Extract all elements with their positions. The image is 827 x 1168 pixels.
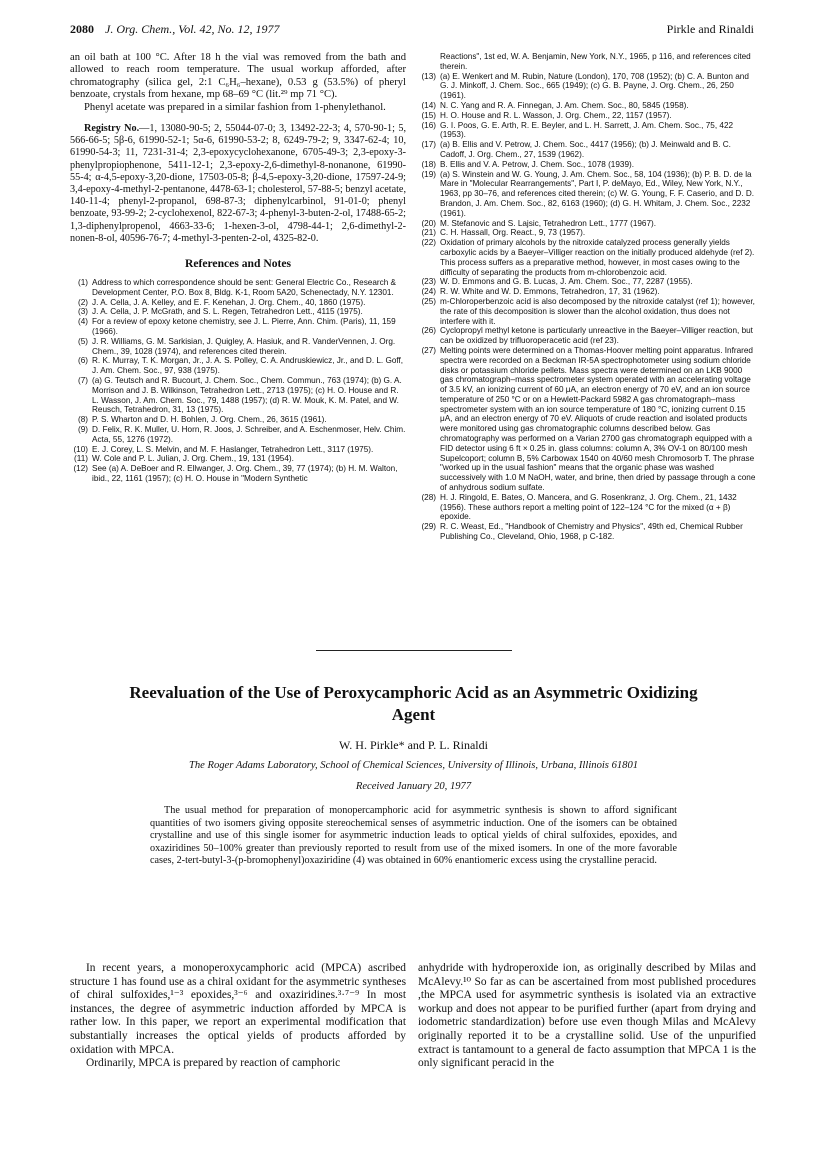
reference-number: (28) bbox=[421, 492, 436, 502]
reference-number: (1) bbox=[77, 278, 88, 288]
reference-text: G. I. Poos, G. E. Arth, R. E. Beyler, and L. H. Sarrett, J. Am. Chem. Soc., 75, 422 (1953). bbox=[440, 120, 734, 140]
reference-number bbox=[418, 52, 440, 72]
references-list-right bbox=[418, 52, 756, 542]
reference-item bbox=[418, 238, 756, 277]
registry-label: Registry No. bbox=[84, 123, 140, 135]
reference-item bbox=[70, 337, 406, 357]
reference-text: M. Stefanovic and S. Lajsic, Tetrahedron Lett., 1777 (1967). bbox=[440, 218, 657, 228]
received-date: Received January 20, 1977 bbox=[355, 781, 472, 792]
reference-item bbox=[418, 219, 756, 229]
reference-number: (8) bbox=[77, 415, 88, 425]
author-affiliation: The Roger Adams Laboratory, School of Chemical Sciences, University of Illinois, Urbana, Illinois 61801 bbox=[188, 760, 639, 771]
reference-text: Address to which correspondence should be sent: General Electric Co., Research & Development Center, P.O. Box 8, Bldg. K-1, Room 5A20, Schenectady, N.Y. 12301. bbox=[92, 278, 397, 297]
reference-text: For a review of epoxy ketone chemistry, see J. L. Pierre, Ann. Chim. (Paris), 11, 159 (1966). bbox=[92, 317, 396, 337]
reference-text: R. W. White and W. D. Emmons, Tetrahedron, 17, 31 (1962). bbox=[440, 287, 660, 297]
reference-item bbox=[418, 160, 756, 170]
reference-item bbox=[418, 493, 756, 522]
reference-text: D. Felix, R. K. Muller, U. Horn, R. Joos, J. Schreiber, and A. Eschenmoser, Helv. Chim. Acta, 55, 1276 (1972). bbox=[92, 425, 406, 444]
reference-number: (18) bbox=[421, 159, 436, 169]
journal-citation: J. Org. Chem., Vol. 42, No. 12, 1977 bbox=[105, 22, 280, 36]
reference-text: See (a) A. DeBoer and R. Ellwanger, J. Org. Chem., 39, 77 (1974); (b) H. M. Walton, ibid., 22, 1161 (1957); (c) H. O. House in "Modern Synthetic bbox=[92, 464, 398, 483]
reference-item bbox=[70, 356, 406, 376]
reference-item bbox=[418, 297, 756, 326]
reference-number: (27) bbox=[421, 345, 436, 355]
reference-number: (12) bbox=[73, 464, 88, 474]
reference-text: (a) G. Teutsch and R. Bucourt, J. Chem. Soc., Chem. Commun., 763 (1974); (b) G. A. Morrison and J. B. Wilkinson, Tetrahedron Lett., 2713 (1975); (c) H. O. House and R. L. Wasson, J. Am. Chem. Soc., 79, 1488 (1957); (d) R. W. Mouk, K. M. Patel, and W. Reusch, Tetrahedron, 31, 13 (1975). bbox=[92, 376, 402, 415]
reference-item bbox=[70, 298, 406, 308]
reference-text: C. H. Hassall, Org. React., 9, 73 (1957). bbox=[440, 228, 586, 238]
reference-item bbox=[418, 170, 756, 219]
reference-number: (2) bbox=[77, 297, 88, 307]
experimental-paragraph-2: Phenyl acetate was prepared in a similar fashion from 1-phenylethanol. bbox=[84, 101, 386, 113]
reference-number: (14) bbox=[421, 100, 436, 110]
reference-number: (9) bbox=[77, 425, 88, 435]
reference-text: P. S. Wharton and D. H. Bohlen, J. Org. Chem., 26, 3615 (1961). bbox=[92, 415, 327, 425]
reference-number: (4) bbox=[77, 317, 88, 327]
reference-number: (25) bbox=[421, 296, 436, 306]
intro-paragraph-2: Ordinarily, MPCA is prepared by reaction of camphoric bbox=[86, 1057, 341, 1070]
left-column-upper bbox=[70, 52, 406, 632]
reference-item bbox=[418, 121, 756, 141]
intro-paragraph-1: In recent years, a monoperoxycamphoric acid (MPCA) ascribed structure 1 has found use as a chiral oxidant for the asymmetric syntheses of chiral sulfoxides,¹⁻³ epoxides,³⁻⁶ and oxaziridines.³·⁷⁻⁹ In most instances, the degree of asymmetric induction afforded by MPCA is rather low. In this paper, we report an experimental modification that substantially increases the optical yields of products afforded by oxidation with MPCA. bbox=[70, 962, 406, 1056]
reference-text: H. O. House and R. L. Wasson, J. Org. Chem., 22, 1157 (1957). bbox=[440, 110, 672, 120]
reference-text: Cyclopropyl methyl ketone is particularly unreactive in the Baeyer–Villiger reaction, but can be oxidized by trifluoroperacetic acid (ref 23). bbox=[440, 326, 753, 346]
reference-text: m-Chloroperbenzoic acid is also decomposed by the nitroxide catalyst (ref 1); however, the rate of this decomposition is slower than the alcohol oxidation, thus does not interfere with it. bbox=[440, 296, 755, 326]
reference-text: W. Cole and P. L. Julian, J. Org. Chem., 19, 131 (1954). bbox=[92, 454, 294, 464]
reference-item bbox=[70, 376, 406, 415]
article-abstract: The usual method for preparation of monopercamphoric acid for asymmetric synthesis is shown to afford significant quantities of two isomers giving opposite stereochemical senses of asymmetric induction. One of the isomers can be obtained crystalline and use of this single isomer for asymmetric induction leads to optical yields of chiral sulfoxides, epoxides, and oxaziridines 50–100% greater than previously reported to result from use of the mixed isomers. In one of the more favorable cases, 2-tert-butyl-3-(p-bromophenyl)oxaziridine (4) was obtained in 60% enantiomeric excess using the crystalline peracid. bbox=[150, 805, 677, 867]
reference-item bbox=[418, 522, 756, 542]
reference-item bbox=[418, 326, 756, 346]
reference-number: (23) bbox=[421, 277, 436, 287]
reference-text: H. J. Ringold, E. Bates, O. Mancera, and G. Rosenkranz, J. Org. Chem., 21, 1432 (1956). These authors report a melting point of 122–124 °C for the mixed (α + β) epoxide. bbox=[440, 492, 737, 522]
reference-item bbox=[418, 140, 756, 160]
reference-number: (19) bbox=[421, 169, 436, 179]
reference-number: (10) bbox=[73, 444, 88, 454]
reference-number: (22) bbox=[421, 238, 436, 248]
reference-item bbox=[418, 277, 756, 287]
reference-text: W. D. Emmons and G. B. Lucas, J. Am. Chem. Soc., 77, 2287 (1955). bbox=[440, 277, 693, 287]
reference-item bbox=[70, 454, 406, 464]
page-number: 2080 bbox=[70, 22, 94, 36]
reference-item bbox=[70, 317, 406, 337]
article-authors: W. H. Pirkle* and P. L. Rinaldi bbox=[339, 738, 488, 752]
intro-paragraph-3: anhydride with hydroperoxide ion, as originally described by Milas and McAlevy.¹⁰ So far as can be ascertained from most published procedures ,the MPCA used for asymmetric synthesis is isolated via an extractive workup and does not appear to be purified further (apart from drying and iodometric standardization) before use even though Milas and McAlevy originally reported it to be a crystalline solid. Use of the unpurified extract is tantamount to a general de facto assumption that MPCA 1 is the only significant peracid in the bbox=[418, 962, 756, 1070]
reference-item bbox=[418, 101, 756, 111]
reference-text: (a) E. Wenkert and M. Rubin, Nature (London), 170, 708 (1952); (b) C. A. Bunton and G. J. Minkoff, J. Chem. Soc., 665 (1949); (c) G. B. Payne, J. Org. Chem., 26, 250 (1961). bbox=[440, 71, 749, 101]
reference-text: N. C. Yang and R. A. Finnegan, J. Am. Chem. Soc., 80, 5845 (1958). bbox=[440, 100, 689, 110]
reference-text: R. K. Murray, T. K. Morgan, Jr., J. A. S. Polley, C. A. Andruskiewicz, Jr., and D. L. Goff, J. Am. Chem. Soc., 97, 938 (1975). bbox=[92, 356, 404, 376]
reference-text: J. R. Williams, G. M. Sarkisian, J. Quigley, A. Hasiuk, and R. VanderVennen, J. Org. Chem., 39, 1028 (1974), and references cited therein. bbox=[92, 336, 396, 356]
reference-item bbox=[418, 72, 756, 101]
reference-item bbox=[70, 278, 406, 298]
reference-number: (13) bbox=[421, 71, 436, 81]
reference-number: (21) bbox=[421, 228, 436, 238]
reference-text: Oxidation of primary alcohols by the nitroxide catalyzed process generally yields carboxylic acids by a Baeyer–Villiger reaction on the initially produced aldehyde (ref 2). This process suffers as a preparative method, however, in most cases owing to the difficulty of separating the products from m-chlorobenzoic acid. bbox=[440, 238, 755, 277]
reference-item bbox=[418, 52, 756, 72]
reference-text: E. J. Corey, L. S. Melvin, and M. F. Haslanger, Tetrahedron Lett., 3117 (1975). bbox=[92, 444, 374, 454]
reference-number: (7) bbox=[77, 376, 88, 386]
reference-number: (16) bbox=[421, 120, 436, 130]
reference-text: (a) B. Ellis and V. Petrow, J. Chem. Soc., 4417 (1956); (b) J. Meinwald and B. C. Cadoff, J. Org. Chem., 27, 1539 (1962). bbox=[440, 140, 731, 159]
reference-number: (29) bbox=[421, 522, 436, 532]
reference-number: (26) bbox=[421, 326, 436, 336]
reference-text: B. Ellis and V. A. Petrow, J. Chem. Soc., 1078 (1939). bbox=[440, 159, 635, 169]
reference-number: (17) bbox=[421, 140, 436, 150]
reference-number: (5) bbox=[77, 336, 88, 346]
reference-text: R. C. Weast, Ed., "Handbook of Chemistry and Physics", 49th ed, Chemical Rubber Publishing Co., Cleveland, Ohio, 1968, p C-182. bbox=[440, 522, 743, 542]
reference-text: (a) S. Winstein and W. G. Young, J. Am. Chem. Soc., 58, 104 (1936); (b) P. B. D. de la Mare in "Molecular Rearrangements", Part I, P. deMayo, Ed., Wiley, New York, N.Y., 1963, pp 30–76, and references cited therein; (c) W. G. Young, F. F. Caserio, and D. D. Brandon, J. Am. Chem. Soc., 82, 6163 (1960); (d) G. H. Whitam, J. Chem. Soc., 2232 (1961). bbox=[440, 169, 755, 218]
reference-item bbox=[418, 111, 756, 121]
experimental-paragraph: an oil bath at 100 °C. After 18 h the vial was removed from the bath and allowed to reach room temperature. The usual workup afforded, after chromatography (silica gel, 2:1 C₆H₆–hexane), 0.53 g (53.5%) of pheryl benzoate, crystals from hexane, mp 68–69 °C (lit.²⁹ mp 71 °C). bbox=[70, 52, 406, 101]
reference-item bbox=[70, 425, 406, 445]
references-list-left bbox=[70, 278, 406, 484]
references-heading: References and Notes bbox=[184, 257, 292, 271]
experimental-text bbox=[70, 52, 406, 114]
reference-text: J. A. Cella, J. A. Kelley, and E. F. Kenehan, J. Org. Chem., 40, 1860 (1975). bbox=[92, 297, 366, 307]
right-column-upper bbox=[418, 52, 756, 642]
intro-left-column bbox=[70, 962, 406, 1142]
reference-number: (15) bbox=[421, 110, 436, 120]
reference-item bbox=[418, 228, 756, 238]
reference-item bbox=[70, 307, 406, 317]
running-header bbox=[70, 22, 754, 42]
article-title: Reevaluation of the Use of Peroxycamphoric Acid as an Asymmetric Oxidizing Agent bbox=[129, 683, 698, 724]
reference-number: (24) bbox=[421, 287, 436, 297]
reference-text: J. A. Cella, J. P. McGrath, and S. L. Regen, Tetrahedron Lett., 4115 (1975). bbox=[92, 307, 363, 317]
reference-item bbox=[70, 445, 406, 455]
intro-right-column bbox=[418, 962, 756, 1142]
reference-number: (6) bbox=[77, 356, 88, 366]
registry-numbers bbox=[70, 123, 406, 245]
reference-item bbox=[418, 346, 756, 493]
reference-number: (11) bbox=[74, 454, 88, 464]
section-divider bbox=[316, 650, 512, 651]
running-head-authors: Pirkle and Rinaldi bbox=[666, 22, 754, 36]
reference-text: Melting points were determined on a Thomas-Hoover melting point apparatus. Infrared spectra were recorded on a Beckman IR-5A spectrophotometer using sodium chloride disks or potassium chloride pellets. Mass spectra were determined on an LKB 9000 gas chromatograph–mass spectrometer system operated with an accelerating voltage of 3.5 kV, an ionizing current of 60 μA, an electron energy of 70 eV, and an ion source temperature of 250 °C or on a Hewlett-Packard 5982 A gas chromatograph–mass spectrometer system with an ion source temperature of 180 °C, ionizing current 0.15 μA, and an electron energy of 70 eV. Aliquots of crude reaction and isolated products were monitored using gas chromatographic columns described below. Gas chromatography was performed on a Varian 2700 gas chromatograph equipped with a FID detector using 6 ft × 0.25 in. glass columns: column A, 3% OV-1 on 80/100 mesh Supelcoport; column B, 5% Carbowax 1540 on 40/60 mesh Chromosorb T. The phrase "worked up in the usual fashion" means that the organic phase was washed successively with 1.0 M NaOH, water, and brine, then dried by passage through a cone of anhydrous sodium sulfate. bbox=[440, 345, 756, 493]
reference-number: (3) bbox=[77, 307, 88, 317]
registry-text: —1, 13080-90-5; 2, 55044-07-0; 3, 13492-22-3; 4, 570-90-1; 5, 566-66-5; 5β-6, 61990-52-1; 5α-6, 61990-53-2; 8, 6249-79-2; 9, 3347-62-4; 10, 61990-54-3; 11, 7231-31-4; 2,3-epoxycyclohexanone, 6705-49-3; 2,3-epoxy-3-phenylpropiophenone, 5411-12-1; 2,3-epoxy-2,6-dimethyl-8-nonanone, 61990-55-4; α-4,5-epoxy-3,20-dione, 17503-05-8; β-4,5-epoxy-3,20-dione, 17597-24-9; 3,4-epoxy-4-methyl-2-pentanone, 4478-63-1; cholesterol, 57-88-5; benzyl acetate, 140-11-4; phenyl-2-propanol, 698-87-3; diphenylcarbinol, 91-01-0; phenyl benzoate, 93-99-2; 2-cyclohexenol, 822-67-3; 4-phenyl-3-buten-2-ol, 17488-65-2; 1,3-diphenylpropenol, 4663-33-6; 1-hexen-3-ol, 4798-44-1; 2,6-dimethyl-2-nonen-8-ol, 40596-76-7; 4-methyl-3-penten-2-ol, 4325-82-0. bbox=[70, 123, 406, 244]
reference-number: (20) bbox=[421, 218, 436, 228]
reference-item bbox=[70, 415, 406, 425]
reference-text: Reactions", 1st ed, W. A. Benjamin, New York, N.Y., 1965, p 116, and references cited therein. bbox=[440, 52, 751, 71]
reference-item bbox=[70, 464, 406, 484]
reference-item bbox=[418, 287, 756, 297]
